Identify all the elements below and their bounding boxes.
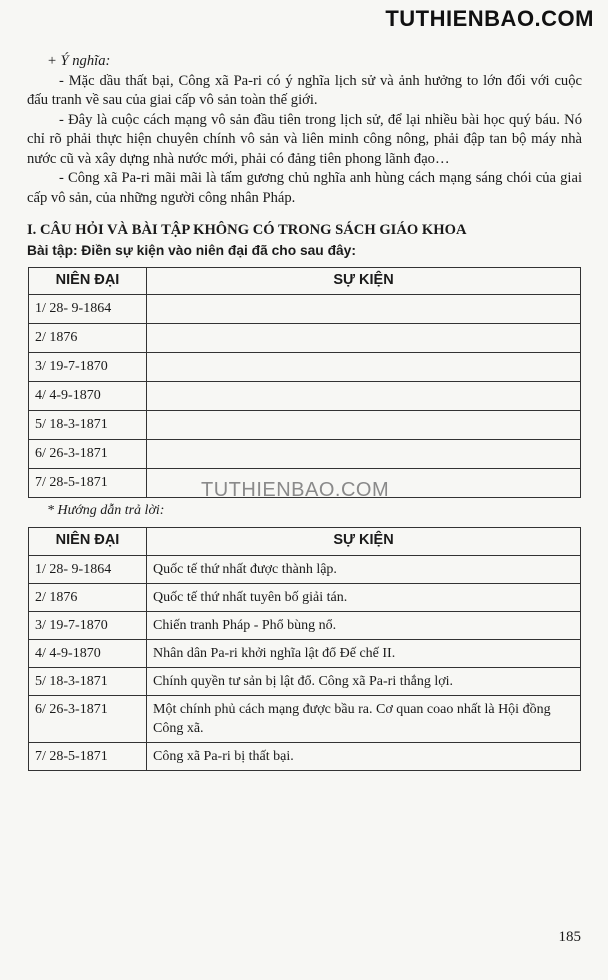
event-cell: Công xã Pa-ri bị thất bại. xyxy=(147,742,581,770)
table-row xyxy=(29,667,581,695)
event-cell xyxy=(147,324,581,353)
table-row xyxy=(29,639,581,667)
table-row xyxy=(29,295,581,324)
event-cell: Nhân dân Pa-ri khởi nghĩa lật đổ Đế chế II. xyxy=(147,639,581,667)
header-event: SỰ KIỆN xyxy=(147,527,581,555)
date-cell: 6/ 26-3-1871 xyxy=(29,695,147,742)
header-date: NIÊN ĐẠI xyxy=(29,527,147,555)
significance-heading: + Ý nghĩa: xyxy=(47,53,111,69)
date-cell: 1/ 28- 9-1864 xyxy=(29,555,147,583)
table-row xyxy=(29,695,581,742)
table-row xyxy=(29,611,581,639)
date-cell: 1/ 28- 9-1864 xyxy=(29,295,147,324)
event-cell: Một chính phủ cách mạng được bầu ra. Cơ quan coao nhất là Hội đồng Công xã. xyxy=(147,695,581,742)
date-cell: 5/ 18-3-1871 xyxy=(29,411,147,440)
event-cell xyxy=(147,295,581,324)
event-cell: Quốc tế thứ nhất tuyên bố giải tán. xyxy=(147,583,581,611)
exercise-title: Bài tập: Điền sự kiện vào niên đại đã cho sau đây: xyxy=(27,242,356,258)
table-row xyxy=(29,555,581,583)
date-cell: 2/ 1876 xyxy=(29,324,147,353)
significance-paragraph-1: - Mặc dầu thất bại, Công xã Pa-ri có ý nghĩa lịch sử và ảnh hưởng to lớn đối với cuộc đấu tranh về sau của giai cấp vô sản toàn thế giới. xyxy=(27,72,582,108)
event-cell xyxy=(147,440,581,469)
date-cell: 7/ 28-5-1871 xyxy=(29,469,147,498)
event-cell: Chiến tranh Pháp - Phổ bùng nổ. xyxy=(147,611,581,639)
event-cell xyxy=(147,411,581,440)
date-cell: 6/ 26-3-1871 xyxy=(29,440,147,469)
event-cell xyxy=(147,353,581,382)
event-cell: Quốc tế thứ nhất được thành lập. xyxy=(147,555,581,583)
table-row xyxy=(29,411,581,440)
table-row xyxy=(29,583,581,611)
date-cell: 4/ 4-9-1870 xyxy=(29,382,147,411)
date-cell: 5/ 18-3-1871 xyxy=(29,667,147,695)
section-title: I. CÂU HỎI VÀ BÀI TẬP KHÔNG CÓ TRONG SÁCH GIÁO KHOA xyxy=(27,222,467,238)
date-cell: 4/ 4-9-1870 xyxy=(29,639,147,667)
significance-paragraph-3: - Công xã Pa-ri mãi mãi là tấm gương chủ nghĩa anh hùng cách mạng sáng chói của giai cấp vô sản, của những người công nhân Pháp. xyxy=(27,170,582,206)
blank-table xyxy=(28,267,581,498)
significance-paragraph-2: - Đây là cuộc cách mạng vô sản đầu tiên trong lịch sử, để lại nhiều bài học quý báu. Nó chỉ rõ phải thực hiện chuyên chính vô sản và liên minh công nông, phải đập tan bộ máy nhà nước cũ và xây dựng nhà nước mới, phải có đảng tiên phong lãnh đạo… xyxy=(27,111,582,167)
event-cell xyxy=(147,382,581,411)
site-watermark: TUTHIENBAO.COM xyxy=(385,6,594,31)
table-row xyxy=(29,353,581,382)
answer-guide-label: * Hướng dẫn trả lời: xyxy=(47,503,165,518)
table-row xyxy=(29,382,581,411)
header-date: NIÊN ĐẠI xyxy=(29,268,147,295)
date-cell: 7/ 28-5-1871 xyxy=(29,742,147,770)
table-row xyxy=(29,440,581,469)
center-watermark: TUTHIENBAO.COM xyxy=(201,479,390,501)
header-event: SỰ KIỆN xyxy=(147,268,581,295)
page-number: 185 xyxy=(558,929,581,945)
table-row xyxy=(29,742,581,770)
date-cell: 3/ 19-7-1870 xyxy=(29,353,147,382)
date-cell: 3/ 19-7-1870 xyxy=(29,611,147,639)
date-cell: 2/ 1876 xyxy=(29,583,147,611)
table-row xyxy=(29,324,581,353)
table-header-row xyxy=(29,268,581,295)
page-content xyxy=(27,52,582,771)
table-header-row xyxy=(29,527,581,555)
event-cell: Chính quyền tư sản bị lật đổ. Công xã Pa-ri thắng lợi. xyxy=(147,667,581,695)
answer-table xyxy=(28,527,581,771)
